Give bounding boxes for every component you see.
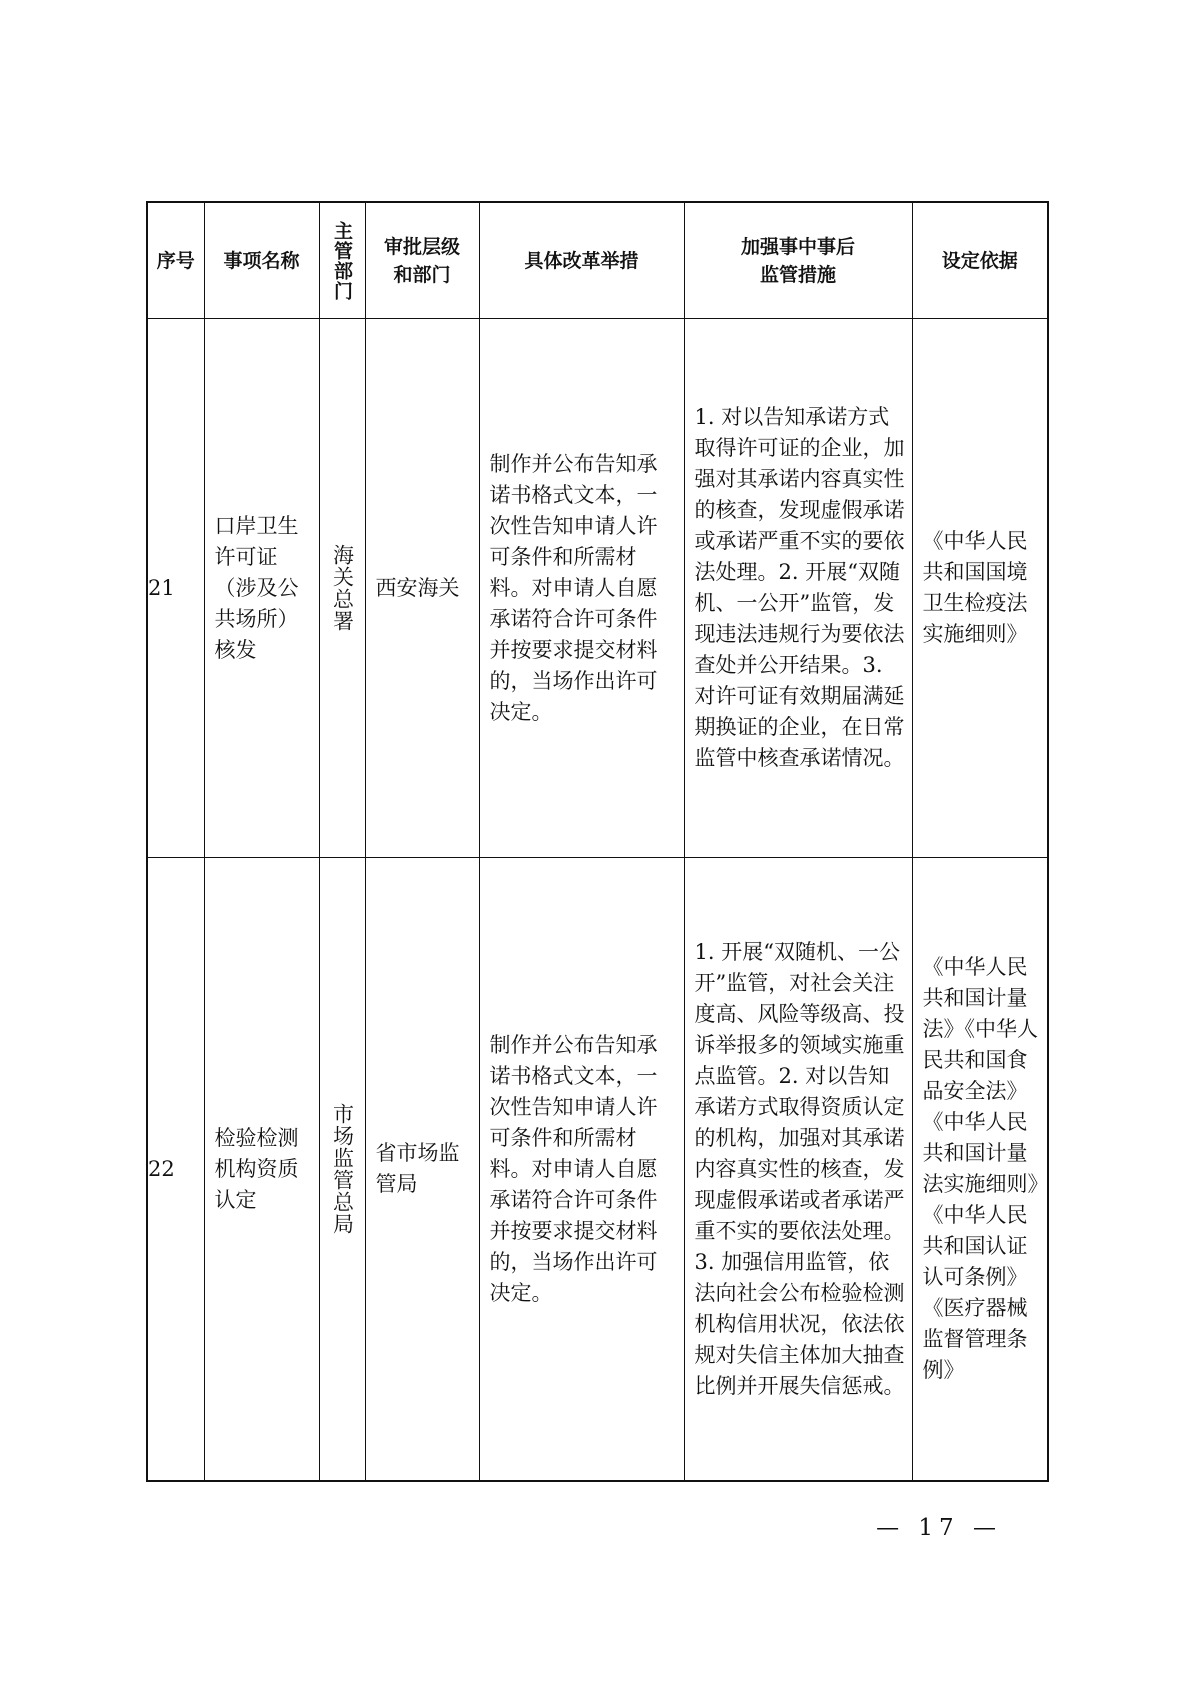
- row-reform-measures: [479, 858, 684, 1482]
- header-supervision-line2: 监管措施: [759, 263, 836, 286]
- row-reform-measures-text: 制作并公布告知承诺书格式文本，一次性告知申请人许可条件和所需材料。对申请人自愿承诺符合许可条件并按要求提交材料的，当场作出许可决定。: [489, 451, 658, 724]
- header-dept: [319, 202, 365, 319]
- header-supervision-line1: 加强事中事后: [740, 235, 855, 258]
- header-reform-measures: 具体改革举措: [479, 202, 684, 319]
- row-item-name: [204, 319, 319, 858]
- table-header-row: [147, 202, 1048, 319]
- header-seq: 序号: [147, 202, 204, 319]
- row-seq: 21: [147, 319, 204, 858]
- row-item-name-text: 检验检测机构资质认定: [214, 1125, 299, 1212]
- row-supervision: [684, 858, 912, 1482]
- page-number-text: — 17 —: [876, 1515, 1002, 1541]
- row-dept: [319, 319, 365, 858]
- row-approval-level-text: 省市场监管局: [375, 1141, 460, 1196]
- row-legal-basis: [912, 319, 1048, 858]
- row-reform-measures-text: 制作并公布告知承诺书格式文本，一次性告知申请人许可条件和所需材料。对申请人自愿承诺符合许可条件并按要求提交材料的，当场作出许可决定。: [489, 1032, 658, 1305]
- row-legal-basis-text: 《中华人民共和国国境卫生检疫法实施细则》: [922, 529, 1028, 646]
- header-legal-basis: 设定依据: [912, 202, 1048, 319]
- header-dept-label: 主管部门: [331, 220, 353, 301]
- header-item-name: 事项名称: [204, 202, 319, 319]
- row-supervision: [684, 319, 912, 858]
- row-dept: [319, 858, 365, 1482]
- row-item-name-text: 口岸卫生许可证（涉及公共场所）核发: [214, 513, 299, 662]
- row-dept-text: 市场监管总局: [330, 1103, 355, 1235]
- header-approval-level: [365, 202, 479, 319]
- row-dept-text: 海关总署: [330, 544, 355, 632]
- row-approval-level: [365, 319, 479, 858]
- header-approval-level-label: 审批层级和部门: [383, 235, 460, 286]
- row-supervision-text: 1. 对以告知承诺方式取得许可证的企业，加强对其承诺内容真实性的核查，发现虚假承诺或承诺严重不实的要依法处理。2. 开展“双随机、一公开”监管，发现违法违规行为要依法查处并公开结果。3. 对许可证有效期届满延期换证的企业，在日常监管中核查承诺情况。: [694, 405, 905, 770]
- row-approval-level: [365, 858, 479, 1482]
- table-row: [147, 858, 1048, 1482]
- row-item-name: [204, 858, 319, 1482]
- row-legal-basis-text: 《中华人民共和国计量法》《中华人民共和国食品安全法》《中华人民共和国计量法实施细则》《中华人民共和国认证认可条例》《医疗器械监督管理条例》: [922, 955, 1038, 1382]
- reform-measures-table: [146, 201, 1049, 1482]
- row-approval-level-text: 西安海关: [375, 575, 460, 600]
- table-row: [147, 319, 1048, 858]
- row-legal-basis: [912, 858, 1048, 1482]
- row-reform-measures: [479, 319, 684, 858]
- row-supervision-text: 1. 开展“双随机、一公开”监管，对社会关注度高、风险等级高、投诉举报多的领域实施重点监管。2. 对以告知承诺方式取得资质认定的机构，加强对其承诺内容真实性的核查，发现虚假承诺或者承诺严重不实的要依法处理。3. 加强信用监管，依法向社会公布检验检测机构信用状况，依法依规对失信主体加大抽查比例并开展失信惩戒。: [694, 939, 905, 1398]
- header-supervision: [684, 202, 912, 319]
- row-seq: 22: [147, 858, 204, 1482]
